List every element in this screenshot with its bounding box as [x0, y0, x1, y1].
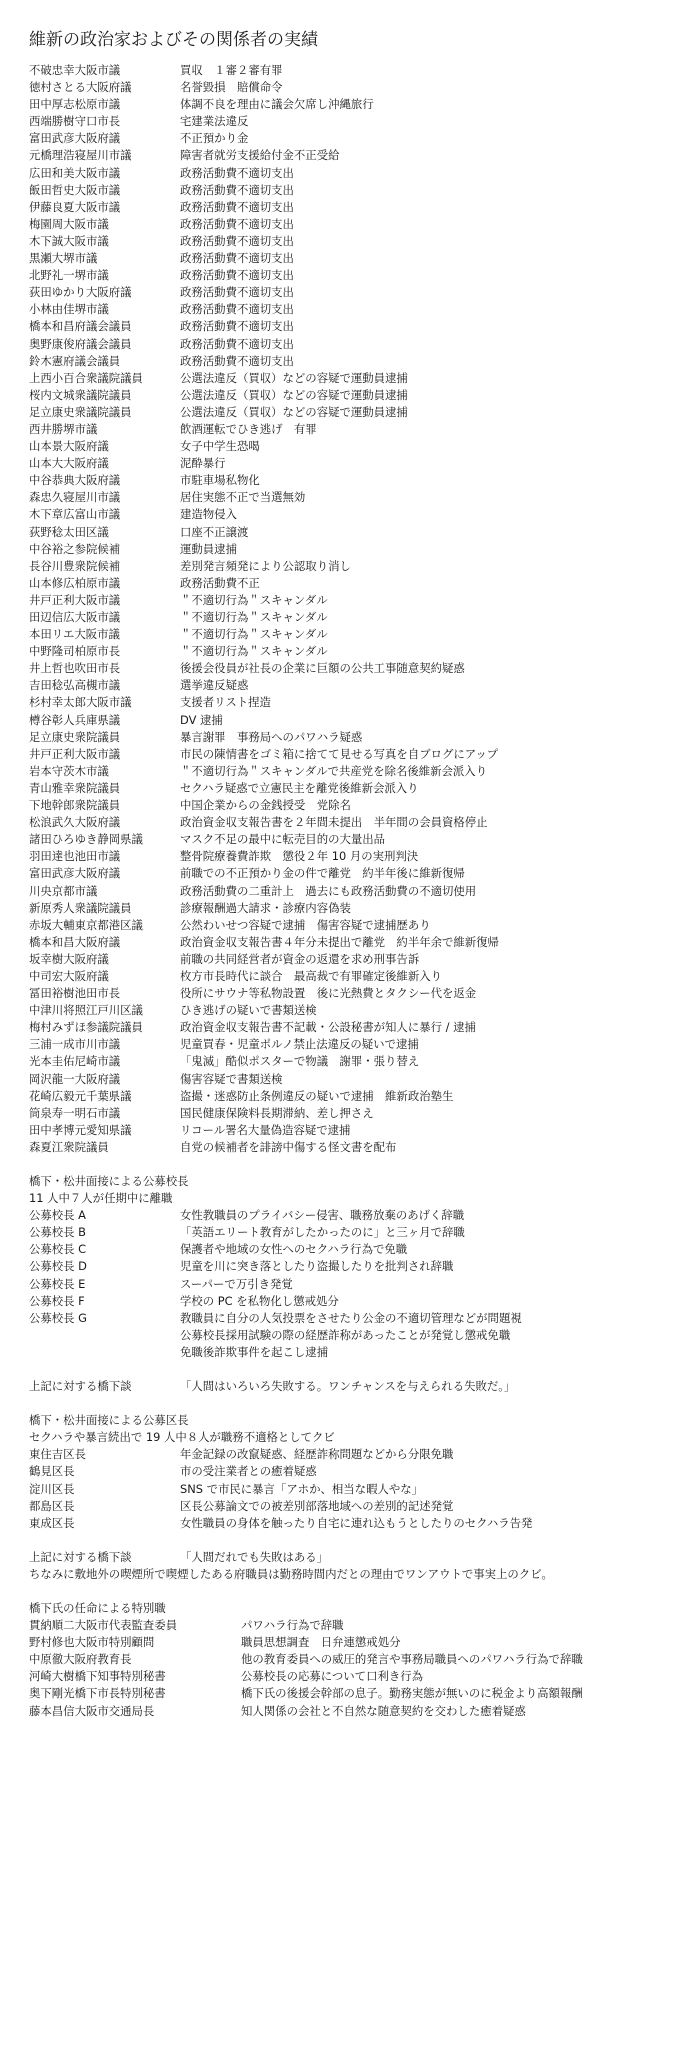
item-description: 買収 １審２審有罪	[180, 63, 283, 77]
comment-label: 上記に対する橋下談	[29, 1379, 132, 1394]
item-name: 井戸正利大阪市議	[29, 746, 121, 761]
list-item	[29, 438, 675, 455]
item-description-continued: 免職後詐欺事件を起こし逮捕	[180, 1344, 329, 1359]
item-name: 川央京都市議	[29, 883, 98, 898]
item-name: 羽田達也池田市議	[29, 849, 121, 864]
item-description: 政務活動費不適切支出	[180, 216, 294, 231]
item-name: 森忠久寝屋川市議	[29, 490, 121, 505]
item-description: 中国企業からの金銭授受 党除名	[180, 798, 351, 813]
list-item	[29, 1071, 675, 1088]
item-description: 運動員逮捕	[180, 541, 237, 556]
item-name: 富田武彦大阪府議	[29, 866, 121, 881]
item-description: 政務活動費不適切支出	[180, 199, 294, 214]
item-description: 「英語エリート教育がしたかったのに」と三ヶ月で辞職	[180, 1225, 465, 1240]
item-name: 田中孝博元愛知県議	[29, 1122, 132, 1137]
item-name: 中司宏大阪府議	[29, 968, 109, 983]
item-name: 公募校長 E	[29, 1276, 86, 1291]
list-item	[29, 284, 675, 301]
list-item	[29, 831, 675, 848]
item-description: 傷害容疑で書類送検	[180, 1071, 283, 1086]
list-item	[29, 421, 675, 438]
list-item	[29, 1463, 675, 1480]
list-item	[29, 250, 675, 267]
list-item	[29, 1515, 675, 1532]
item-name: 下地幹郎衆院議員	[29, 798, 121, 813]
item-description: 知人関係の会社と不自然な随意契約を交わした癒着疑惑	[241, 1703, 526, 1718]
item-description: SNS で市民に暴言「アホか、相当な暇人やな」	[180, 1481, 424, 1496]
item-name: 上西小百合衆議院議員	[29, 370, 143, 385]
item-description: 女性職員の身体を触ったり自宅に連れ込もうとしたりのセクハラ告発	[180, 1515, 533, 1530]
item-description: 区長公募論文での被差別部落地域への差別的記述発覚	[180, 1498, 454, 1513]
item-name: 杉村幸太郎大阪市議	[29, 695, 132, 710]
item-description: ＂不適切行為＂スキャンダル	[180, 627, 328, 642]
list-item	[29, 694, 675, 711]
item-name: 伊藤良夏大阪市議	[29, 199, 121, 214]
list-item	[29, 387, 675, 404]
ward-chiefs-summary: セクハラや暴言続出で 19 人中８人が職務不適格としてクビ	[29, 1430, 335, 1445]
item-name: 都島区長	[29, 1498, 75, 1513]
list-item	[29, 575, 675, 592]
list-item	[29, 1481, 675, 1498]
item-name: 樽谷彰人兵庫県議	[29, 712, 121, 727]
list-item	[29, 1036, 675, 1053]
list-item	[29, 814, 675, 831]
list-item	[29, 353, 675, 370]
list-item	[29, 455, 675, 472]
item-description: 政務活動費不適切支出	[180, 182, 294, 197]
item-name: 冨田裕樹池田市長	[29, 986, 121, 1001]
list-item	[29, 1258, 675, 1275]
list-item	[29, 900, 675, 917]
item-name: 筒泉寿一明石市議	[29, 1105, 121, 1120]
item-description: 国民健康保険料長期滞納、差し押さえ	[180, 1105, 374, 1120]
item-name: 河崎大樹橋下知事特別秘書	[29, 1669, 166, 1684]
item-name: 中津川将照江戸川区議	[29, 1003, 143, 1018]
item-name: 黒瀬大堺市議	[29, 251, 98, 266]
ward-chiefs-note: ちなみに敷地外の喫煙所で喫煙したある府職員は勤務時間内だとの理由でワンアウトで事実上のクビ。	[29, 1566, 553, 1581]
list-item	[29, 1293, 675, 1310]
item-description: DV 逮捕	[180, 712, 223, 727]
item-description: 市民の陳情書をゴミ箱に捨てて見せる写真を自ブログにアップ	[180, 746, 499, 761]
item-name: 松浪武久大阪府議	[29, 815, 121, 830]
list-item	[29, 1019, 675, 1036]
list-item	[29, 1053, 675, 1070]
list-item	[29, 917, 675, 934]
list-item	[29, 1446, 675, 1463]
item-name: 北野礼一堺市議	[29, 268, 109, 283]
principals-comment	[29, 1378, 675, 1395]
item-description: 飲酒運転でひき逃げ 有罪	[180, 421, 317, 436]
item-description: 政治資金収支報告書不記載・公設秘書が知人に暴行 / 逮捕	[180, 1020, 476, 1035]
list-item	[29, 865, 675, 882]
item-name: 中谷恭典大阪府議	[29, 473, 121, 488]
item-name: 森夏江衆院議員	[29, 1139, 109, 1154]
item-description: セクハラ疑惑で立憲民主を離党後維新会派入り	[180, 780, 419, 795]
item-description: 政務活動費不正	[180, 575, 260, 590]
list-item	[29, 472, 675, 489]
list-item	[29, 267, 675, 284]
item-description: パワハラ行為で辞職	[241, 1618, 344, 1633]
list-item	[29, 1224, 675, 1241]
list-item	[29, 113, 675, 130]
principal-list	[29, 1207, 675, 1361]
list-item	[29, 951, 675, 968]
item-description: 暴言謝罪 事務局へのパワハラ疑惑	[180, 729, 363, 744]
item-name: 藤本昌信大阪市交通局長	[29, 1703, 155, 1718]
item-name: 公募校長 C	[29, 1242, 87, 1257]
list-item	[29, 524, 675, 541]
list-item	[29, 1668, 675, 1685]
item-name: 奥野康俊府議会議員	[29, 336, 132, 351]
item-name: 元橋理浩寝屋川市議	[29, 148, 132, 163]
item-name: 徳村さとる大阪府議	[29, 80, 132, 95]
item-description: ＂不適切行為＂スキャンダル	[180, 644, 328, 659]
item-name: 山本修広柏原市議	[29, 575, 121, 590]
list-item	[29, 985, 675, 1002]
item-name: 鶴見区長	[29, 1464, 75, 1479]
list-item	[29, 934, 675, 951]
list-item	[29, 506, 675, 523]
list-item	[29, 883, 675, 900]
comment-text: 「人間はいろいろ失敗する。ワンチャンスを与えられる失敗だ。」	[180, 1379, 516, 1394]
item-name: 桜内文城衆議院議員	[29, 387, 132, 402]
item-name: 新原秀人衆議院議員	[29, 900, 132, 915]
item-description: 建造物侵入	[180, 507, 237, 522]
item-name: 小林由佳堺市議	[29, 302, 109, 317]
item-description: ひき逃げの疑いで書類送検	[180, 1003, 317, 1018]
list-item	[29, 199, 675, 216]
item-name: 山本大大阪府議	[29, 456, 109, 471]
item-name: 荻田ゆかり大阪府議	[29, 285, 132, 300]
list-item	[29, 165, 675, 182]
item-description: 政務活動費不適切支出	[180, 268, 294, 283]
list-item	[29, 1634, 675, 1651]
item-name: 光本圭佑尼崎市議	[29, 1054, 121, 1069]
item-description-continued: 公募校長採用試験の際の経歴詐称があったことが発覚し懲戒免職	[180, 1327, 511, 1342]
item-description: 政務活動費不適切支出	[180, 233, 294, 248]
item-name: 富田武彦大阪府議	[29, 131, 121, 146]
item-description: マスク不足の最中に転売目的の大量出品	[180, 832, 386, 847]
item-description: ＂不適切行為＂スキャンダルで共産党を除名後維新会派入り	[180, 763, 488, 778]
item-name: 山本景大阪府議	[29, 439, 109, 454]
list-item	[29, 968, 675, 985]
list-item	[29, 660, 675, 677]
item-name: 野村修也大阪市特別顧問	[29, 1635, 155, 1650]
item-description: 枚方市長時代に談合 最高裁で有罪確定後維新入り	[180, 968, 442, 983]
list-item	[29, 301, 675, 318]
list-item	[29, 1310, 675, 1327]
item-name: 田辺信広大阪市議	[29, 610, 121, 624]
list-item	[29, 1276, 675, 1293]
item-name: 諸田ひろゆき静岡県議	[29, 832, 143, 847]
item-description: 政治資金収支報告書を２年間未提出 半年間の会員資格停止	[180, 815, 488, 830]
item-name: 淀川区長	[29, 1481, 75, 1496]
special-heading: 橋下氏の任命による特別職	[29, 1600, 166, 1615]
list-item	[29, 182, 675, 199]
item-description: 児童買春・児童ポルノ禁止法違反の疑いで逮捕	[180, 1037, 419, 1052]
list-item	[29, 1002, 675, 1019]
item-description: 政務活動費不適切支出	[180, 353, 294, 368]
special-list	[29, 1617, 675, 1720]
comment-text: 「人間だれでも失敗はある」	[180, 1549, 329, 1564]
item-name: 東住吉区長	[29, 1447, 86, 1462]
item-name: 飯田哲史大阪市議	[29, 182, 121, 197]
list-item	[29, 318, 675, 335]
item-name: 公募校長 B	[29, 1225, 86, 1240]
list-item	[29, 130, 675, 147]
ward-chiefs-heading: 橋下・松井面接による公募区長	[29, 1413, 189, 1428]
list-item	[29, 489, 675, 506]
item-name: 東成区長	[29, 1515, 75, 1530]
item-description: 公選法違反（買収）などの容疑で運動員逮捕	[180, 404, 408, 419]
item-description: 市駐車場私物化	[180, 473, 260, 488]
item-description: 橋下氏の後援会幹部の息子。勤務実態が無いのに税金より高額報酬	[241, 1686, 583, 1701]
list-item	[29, 1703, 675, 1720]
item-description: 女子中学生恐喝	[180, 439, 260, 454]
list-item	[29, 1498, 675, 1515]
list-item	[29, 216, 675, 233]
item-description: 政務活動費不適切支出	[180, 336, 294, 351]
list-item	[29, 370, 675, 387]
item-name: 橋本和昌府議会議員	[29, 319, 132, 334]
list-item	[29, 1651, 675, 1668]
list-item	[29, 1617, 675, 1634]
list-item	[29, 592, 675, 609]
item-description: 役所にサウナ等私物設置 後に光熱費とタクシー代を返金	[180, 986, 477, 1001]
list-item	[29, 558, 675, 575]
item-name: 梅村みずほ参議院議員	[29, 1020, 143, 1035]
item-name: 赤坂大輔東京都港区議	[29, 917, 143, 932]
list-item	[29, 404, 675, 421]
item-description: 自党の候補者を誹謗中傷する怪文書を配布	[180, 1139, 397, 1154]
item-description: 年金記録の改竄疑惑、経歴詐称問題などから分限免職	[180, 1447, 454, 1462]
item-description: 公選法違反（買収）などの容疑で運動員逮捕	[180, 370, 408, 385]
item-description: 支援者リスト捏造	[180, 695, 271, 710]
item-description: 児童を川に突き落としたり盗撮したりを批判され辞職	[180, 1259, 454, 1274]
list-item	[29, 1207, 675, 1224]
item-name: 中野隆司柏原市長	[29, 644, 121, 659]
list-item	[29, 609, 675, 626]
list-item	[29, 729, 675, 746]
item-description: 盗撮・迷惑防止条例違反の疑いで逮捕 維新政治塾生	[180, 1088, 454, 1103]
page-title: 維新の政治家およびその関係者の実績	[29, 30, 318, 50]
ward-chiefs-comment	[29, 1549, 675, 1566]
item-description: 職員思想調査 日弁連懲戒処分	[241, 1635, 401, 1650]
item-name: 花崎広毅元千葉県議	[29, 1088, 132, 1103]
list-item	[29, 626, 675, 643]
list-item	[29, 848, 675, 865]
item-description: 障害者就労支援給付金不正受給	[180, 148, 340, 163]
item-name: 田中厚志松原市議	[29, 97, 121, 112]
item-name: 坂幸樹大阪府議	[29, 951, 109, 966]
item-description: 政治資金収支報告書４年分未提出で離党 約半年余で維新復帰	[180, 934, 499, 949]
list-item	[29, 96, 675, 113]
item-description: 政務活動費の二重計上 過去にも政務活動費の不適切使用	[180, 883, 477, 898]
comment-label: 上記に対する橋下談	[29, 1549, 132, 1564]
item-description: 診療報酬過大請求・診療内容偽装	[180, 900, 351, 915]
item-description: 政務活動費不適切支出	[180, 251, 294, 266]
item-name: 公募校長 F	[29, 1293, 85, 1308]
item-description: 「鬼滅」酷似ポスターで物議 謝罪・張り替え	[180, 1054, 420, 1069]
item-description: 他の教育委員への威圧的発言や事務局職員へのパワハラ行為で辞職	[241, 1652, 583, 1667]
item-description: 差別発言頻発により公認取り消し	[180, 558, 351, 573]
item-description: 居住実態不正で当選無効	[180, 490, 306, 505]
item-description: 不正預かり金	[180, 131, 249, 146]
item-name: 三浦一成市川市議	[29, 1037, 121, 1052]
list-item	[29, 746, 675, 763]
item-description: リコール署名大量偽造容疑で逮捕	[180, 1122, 351, 1137]
list-item	[29, 1241, 675, 1258]
list-item	[29, 541, 675, 558]
item-description: 保護者や地域の女性へのセクハラ行為で免職	[180, 1242, 408, 1257]
item-description: 前職の共同経営者が資金の返還を求め刑事告訴	[180, 951, 420, 966]
item-name: 吉田稔弘高槻市議	[29, 678, 121, 693]
item-description: 泥酔暴行	[180, 456, 226, 471]
item-description: 学校の PC を私物化し懲戒処分	[180, 1293, 339, 1308]
item-description: 政務活動費不適切支出	[180, 285, 294, 300]
item-description: ＂不適切行為＂スキャンダル	[180, 610, 328, 624]
item-name: 青山雅幸衆院議員	[29, 780, 121, 795]
item-description: ＂不適切行為＂スキャンダル	[180, 592, 328, 607]
item-name: 足立康史衆院議員	[29, 729, 121, 744]
ward-chief-list	[29, 1446, 675, 1531]
item-name: 岩本守茨木市議	[29, 763, 109, 778]
item-name: 中谷裕之参院候補	[29, 541, 121, 556]
item-description: 公然わいせつ容疑で逮捕 傷害容疑で逮捕歴あり	[180, 917, 431, 932]
list-item	[29, 233, 675, 250]
item-name: 岡沢龍一大阪府議	[29, 1071, 121, 1086]
item-name: 中原徹大阪府教育長	[29, 1652, 132, 1667]
list-item	[29, 1105, 675, 1122]
list-item	[29, 763, 675, 780]
list-item	[29, 1685, 675, 1702]
item-description: 後援会役員が社長の企業に巨額の公共工事随意契約疑惑	[180, 661, 465, 676]
item-description: 政務活動費不適切支出	[180, 319, 294, 334]
list-item	[29, 677, 675, 694]
item-name: 貫納順二大阪市代表監査委員	[29, 1618, 178, 1633]
item-name: 木下章広富山市議	[29, 507, 121, 522]
list-item	[29, 1122, 675, 1139]
item-description: 宅建業法違反	[180, 114, 249, 129]
item-name: 鈴木憲府議会議員	[29, 353, 121, 368]
item-name: 橋本和昌大阪府議	[29, 934, 121, 949]
list-item	[29, 1088, 675, 1105]
principals-summary: 11 人中７人が任期中に離職	[29, 1191, 173, 1206]
list-item	[29, 62, 675, 79]
item-name: 公募校長 A	[29, 1208, 86, 1223]
item-name: 西端勝樹守口市長	[29, 114, 121, 129]
item-name: 木下誠大阪市議	[29, 233, 109, 248]
item-name: 西井勝堺市議	[29, 421, 98, 436]
item-description: 公募校長の応募について口利き行為	[241, 1669, 424, 1684]
principals-heading: 橋下・松井面接による公募校長	[29, 1174, 189, 1188]
item-description: 整骨院療養費詐欺 懲役２年 10 月の実刑判決	[180, 849, 419, 864]
item-description: 体調不良を理由に議会欠席し沖縄旅行	[180, 97, 374, 112]
item-description: 口座不正譲渡	[180, 524, 249, 539]
item-name: 井上哲也吹田市長	[29, 661, 121, 676]
item-description: 政務活動費不適切支出	[180, 165, 294, 180]
item-description: 市の受注業者との癒着疑惑	[180, 1464, 317, 1479]
list-item	[29, 336, 675, 353]
item-description: 女性教職員のプライバシー侵害、職務放棄のあげく辞職	[180, 1208, 465, 1223]
item-name: 公募校長 G	[29, 1310, 88, 1325]
document	[29, 28, 675, 1720]
item-name: 不破忠幸大阪市議	[29, 63, 121, 77]
item-name: 奥下剛光橋下市長特別秘書	[29, 1686, 166, 1701]
item-name: 荻野稔太田区議	[29, 524, 109, 539]
list-item	[29, 797, 675, 814]
politician-list	[29, 62, 675, 1156]
item-description: 名誉毀損 賠償命令	[180, 80, 283, 95]
item-name: 公募校長 D	[29, 1259, 87, 1274]
item-description: 教職員に自分の人気投票をさせたり公金の不適切管理などが問題視	[180, 1310, 522, 1325]
item-name: 足立康史衆議院議員	[29, 404, 132, 419]
list-item	[29, 643, 675, 660]
item-description: 政務活動費不適切支出	[180, 302, 294, 317]
item-name: 広田和美大阪市議	[29, 165, 121, 180]
list-item	[29, 1139, 675, 1156]
item-name: 本田リエ大阪市議	[29, 627, 120, 642]
list-item	[29, 79, 675, 96]
item-name: 井戸正利大阪市議	[29, 592, 121, 607]
list-item	[29, 147, 675, 164]
list-item	[29, 780, 675, 797]
item-description: スーパーで万引き発覚	[180, 1276, 293, 1291]
item-name: 梅園周大阪市議	[29, 216, 109, 231]
item-description: 公選法違反（買収）などの容疑で運動員逮捕	[180, 387, 408, 402]
item-description: 選挙違反疑惑	[180, 678, 249, 693]
list-item	[29, 712, 675, 729]
item-description: 前職での不正預かり金の件で離党 約半年後に維新復帰	[180, 866, 465, 881]
item-name: 長谷川豊衆院候補	[29, 558, 121, 573]
